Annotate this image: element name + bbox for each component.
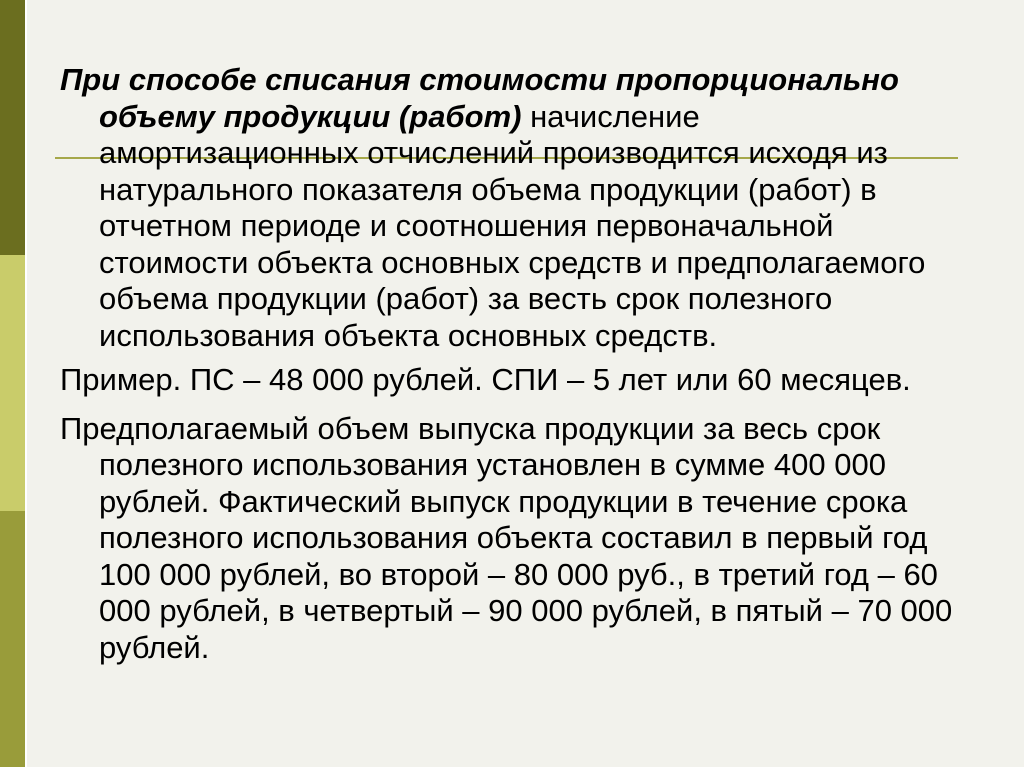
definition-paragraph <box>60 62 965 354</box>
output-paragraph: Предполагаемый объем выпуска продукции за весь срок полезного использования установлен в сумме 400 000 рублей. Фактический выпуск продукции в течение срока полезного использования объекта составил в первый год 100 000 рублей, во второй – 80 000 руб., в третий год – 60 000 рублей, в четвертый – 90 000 рублей, в пятый – 70 000 рублей. <box>60 410 953 665</box>
slide-body <box>60 62 965 678</box>
definition-text: начисление амортизационных отчислений производится исходя из натурального показателя объема продукции (работ) в отчетном периоде и соотношения первоначальной стоимости объекта основных средств и предполагаемого объема продукции (работ) за весть срок полезного использования объекта основных средств. <box>99 98 926 353</box>
sidebar-stripe-top <box>0 0 25 255</box>
sidebar-stripe-bottom <box>0 511 25 767</box>
definition-emphasis: При способе списания стоимости пропорционально объему продукции (работ) <box>60 62 899 134</box>
example-paragraph: Пример. ПС – 48 000 рублей. СПИ – 5 лет или 60 месяцев. <box>60 362 911 397</box>
sidebar-divider <box>25 0 27 767</box>
sidebar-stripe-middle <box>0 255 25 511</box>
